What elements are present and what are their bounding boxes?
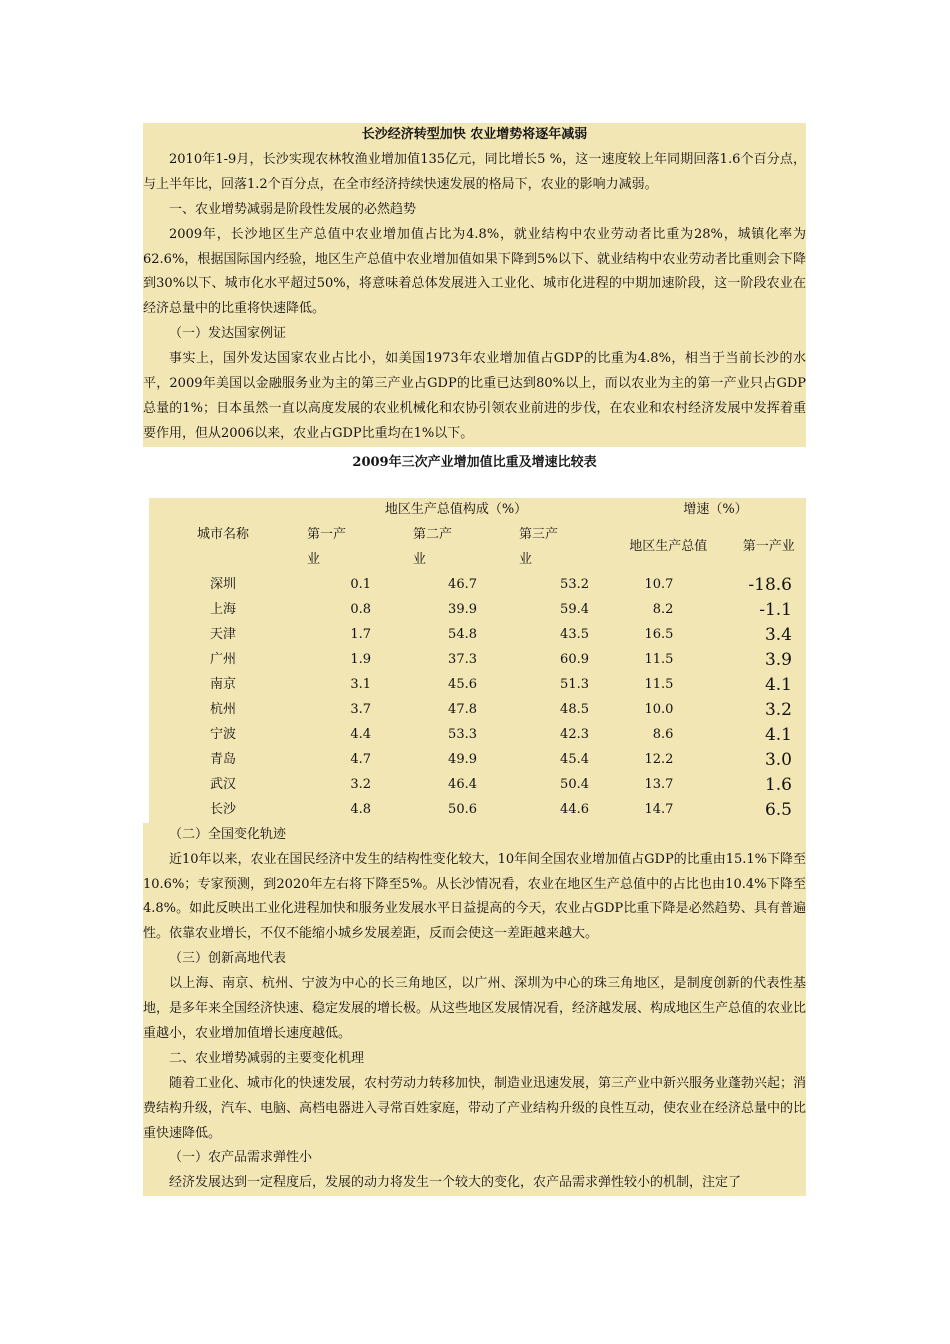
- cell-tertiary-share: 45.4: [560, 751, 589, 767]
- section1-heading: 一、农业增势减弱是阶段性发展的必然趋势: [169, 201, 417, 217]
- header-primary-b: 业: [307, 551, 321, 567]
- cell-secondary-share: 37.3: [448, 651, 477, 667]
- header-primary-growth: 第一产业: [742, 539, 795, 555]
- cell-primary-share: 3.1: [350, 676, 371, 692]
- header-city-name: 城市名称: [196, 526, 249, 542]
- cell-city: 青岛: [209, 751, 236, 767]
- cell-primary-growth: 4.1: [764, 674, 792, 695]
- header-primary-a: 第一产: [307, 526, 347, 542]
- cell-city: 武汉: [209, 776, 236, 792]
- cell-tertiary-share: 42.3: [560, 726, 589, 742]
- cell-primary-growth: 3.4: [764, 624, 792, 645]
- cell-primary-share: 0.1: [350, 576, 371, 592]
- document-body: [143, 123, 806, 1196]
- sub2-heading: （二）全国变化轨迹: [169, 826, 287, 842]
- cell-secondary-share: 54.8: [448, 626, 477, 642]
- cell-primary-growth: 4.1: [764, 724, 792, 745]
- cell-gdp-growth: 16.5: [644, 626, 674, 642]
- highlight-block-bottom: [143, 823, 806, 1197]
- cell-gdp-growth: 10.0: [644, 701, 674, 717]
- cell-city: 上海: [209, 601, 236, 617]
- cell-primary-share: 1.9: [350, 651, 371, 667]
- cell-primary-growth: 6.5: [764, 799, 792, 820]
- cell-secondary-share: 46.7: [448, 576, 477, 592]
- header-secondary-a: 第二产: [413, 526, 453, 542]
- sub3-paragraph: 以上海、南京、杭州、宁波为中心的长三角地区，以广州、深圳为中心的珠三角地区，是制度创新的代表性基地，是多年来全国经济快速、稳定发展的增长极。从这些地区发展情况看，经济越发展、构成地区生产总值的农业比重越小，农业增加值增长速度越低。: [143, 976, 807, 1041]
- sub4-heading: （一）农产品需求弹性小: [169, 1150, 313, 1166]
- cell-gdp-growth: 11.5: [644, 651, 674, 667]
- cell-primary-growth: 3.2: [764, 699, 792, 720]
- cell-gdp-growth: 14.7: [644, 801, 674, 817]
- sub3-heading: （三）创新高地代表: [169, 951, 287, 967]
- cell-city: 南京: [209, 676, 236, 692]
- cell-gdp-growth: 8.2: [652, 601, 674, 617]
- cell-gdp-growth: 8.6: [652, 726, 674, 742]
- intro-paragraph: 2010年1-9月，长沙实现农林牧渔业增加值135亿元，同比增长5 %，这一速度较上年同期回落1.6个百分点，与上半年比，回落1.2个百分点，在全市经济持续快速发展的格局下，农业的影响力减弱。: [143, 151, 806, 192]
- table-row: [149, 798, 806, 823]
- header-tertiary-a: 第三产: [519, 526, 559, 542]
- cell-secondary-share: 45.6: [448, 676, 477, 692]
- cell-secondary-share: 47.8: [448, 701, 477, 717]
- cell-primary-share: 1.7: [350, 626, 371, 642]
- cell-city: 杭州: [209, 701, 236, 717]
- cell-tertiary-share: 60.9: [560, 651, 589, 667]
- table-header-row-1: [149, 498, 806, 523]
- header-tertiary-b: 业: [519, 551, 533, 567]
- cell-primary-share: 4.4: [350, 726, 371, 742]
- table-row: [149, 698, 806, 723]
- cell-city: 深圳: [209, 576, 236, 592]
- cell-primary-share: 3.2: [350, 776, 371, 792]
- table-header-row-2: [149, 523, 806, 548]
- header-growth: 增速（%）: [683, 501, 748, 517]
- table-row: [149, 773, 806, 798]
- comparison-table: [149, 498, 806, 823]
- cell-primary-share: 0.8: [350, 601, 371, 617]
- table-row: [149, 598, 806, 623]
- cell-gdp-growth: 10.7: [644, 576, 674, 592]
- cell-city: 天津: [209, 626, 236, 642]
- cell-city: 广州: [209, 651, 236, 667]
- sub1-paragraph: 事实上，国外发达国家农业占比小，如美国1973年农业增加值占GDP的比重为4.8%，相当于当前长沙的水平，2009年美国以金融服务业为主的第三产业占GDP的比重已达到80%以上，而以农业为主的第一产业只占GDP总量的1%；日本虽然一直以高度发展的农业机械化和农协引领农业前进的步伐，在农业和农村经济发展中发挥着重要作用，但从2006以来，农业占GDP比重均在1%以下。: [143, 351, 806, 441]
- cell-secondary-share: 50.6: [448, 801, 477, 817]
- cell-secondary-share: 49.9: [448, 751, 477, 767]
- cell-primary-growth: -1.1: [759, 599, 792, 620]
- cell-tertiary-share: 53.2: [560, 576, 589, 592]
- table-row: [149, 673, 806, 698]
- cell-secondary-share: 46.4: [448, 776, 477, 792]
- header-secondary-b: 业: [413, 551, 427, 567]
- header-blank: [149, 498, 297, 523]
- section2-heading: 二、农业增势减弱的主要变化机理: [169, 1050, 365, 1066]
- table-body: [149, 573, 806, 823]
- page-title: 长沙经济转型加快 农业增势将逐年减弱: [361, 127, 588, 142]
- header-gdp-composition: 地区生产总值构成（%）: [384, 501, 528, 517]
- cell-city: 长沙: [209, 801, 236, 817]
- section2-paragraph: 随着工业化、城市化的快速发展，农村劳动力转移加快，制造业迅速发展，第三产业中新兴服务业蓬勃兴起；消费结构升级，汽车、电脑、高档电器进入寻常百姓家庭，带动了产业结构升级的良性互动，使农业在经济总量中的比重快速降低。: [143, 1075, 807, 1141]
- cell-gdp-growth: 11.5: [644, 676, 674, 692]
- cell-secondary-share: 53.3: [448, 726, 477, 742]
- comparison-table-block: [149, 498, 806, 823]
- cell-primary-growth: -18.6: [748, 574, 792, 595]
- cell-gdp-growth: 12.2: [644, 751, 674, 767]
- section1-paragraph: 2009年，长沙地区生产总值中农业增加值占比为4.8%，就业结构中农业劳动者比重为28%，城镇化率为62.6%，根据国际国内经验，地区生产总值中农业增加值如果下降到5%以下、就业结构中农业劳动者比重则会下降到30%以下、城市化水平超过50%，将意味着总体发展进入工业化、城市化进程的中期加速阶段，这一阶段农业在经济总量中的比重将快速降低。: [143, 226, 806, 317]
- cell-tertiary-share: 50.4: [560, 776, 589, 792]
- cell-primary-share: 4.8: [350, 801, 371, 817]
- cell-primary-growth: 3.0: [764, 749, 792, 770]
- cell-primary-growth: 1.6: [764, 774, 792, 795]
- highlight-block-top: [143, 123, 806, 447]
- cell-primary-growth: 3.9: [764, 649, 792, 670]
- cell-gdp-growth: 13.7: [644, 776, 674, 792]
- table-row: [149, 573, 806, 598]
- header-gdp-growth: 地区生产总值: [629, 539, 708, 555]
- table-title: 2009年三次产业增加值比重及增速比较表: [352, 454, 597, 470]
- sub4-paragraph: 经济发展达到一定程度后，发展的动力将发生一个较大的变化，农产品需求弹性较小的机制，注定了: [169, 1175, 742, 1191]
- table-row: [149, 648, 806, 673]
- cell-tertiary-share: 44.6: [560, 801, 589, 817]
- table-row: [149, 748, 806, 773]
- cell-tertiary-share: 43.5: [560, 626, 589, 642]
- cell-primary-share: 4.7: [350, 751, 371, 767]
- table-row: [149, 623, 806, 648]
- cell-secondary-share: 39.9: [448, 601, 477, 617]
- sub1-heading: （一）发达国家例证: [169, 326, 287, 342]
- cell-tertiary-share: 51.3: [560, 676, 589, 692]
- table-row: [149, 723, 806, 748]
- sub2-paragraph: 近10年以来，农业在国民经济中发生的结构性变化较大，10年间全国农业增加值占GDP的比重由15.1%下降至10.6%；专家预测，到2020年左右将下降至5%。从长沙情况看，农业在地区生产总值中的占比也由10.4%下降至4.8%。如此反映出工业化进程加快和服务业发展水平日益提高的今天，农业占GDP比重下降是必然趋势、具有普遍性。依靠农业增长，不仅不能缩小城乡发展差距，反而会使这一差距越来越大。: [143, 851, 806, 942]
- cell-tertiary-share: 48.5: [560, 701, 589, 717]
- cell-city: 宁波: [209, 726, 236, 742]
- cell-primary-share: 3.7: [350, 701, 371, 717]
- cell-tertiary-share: 59.4: [560, 601, 589, 617]
